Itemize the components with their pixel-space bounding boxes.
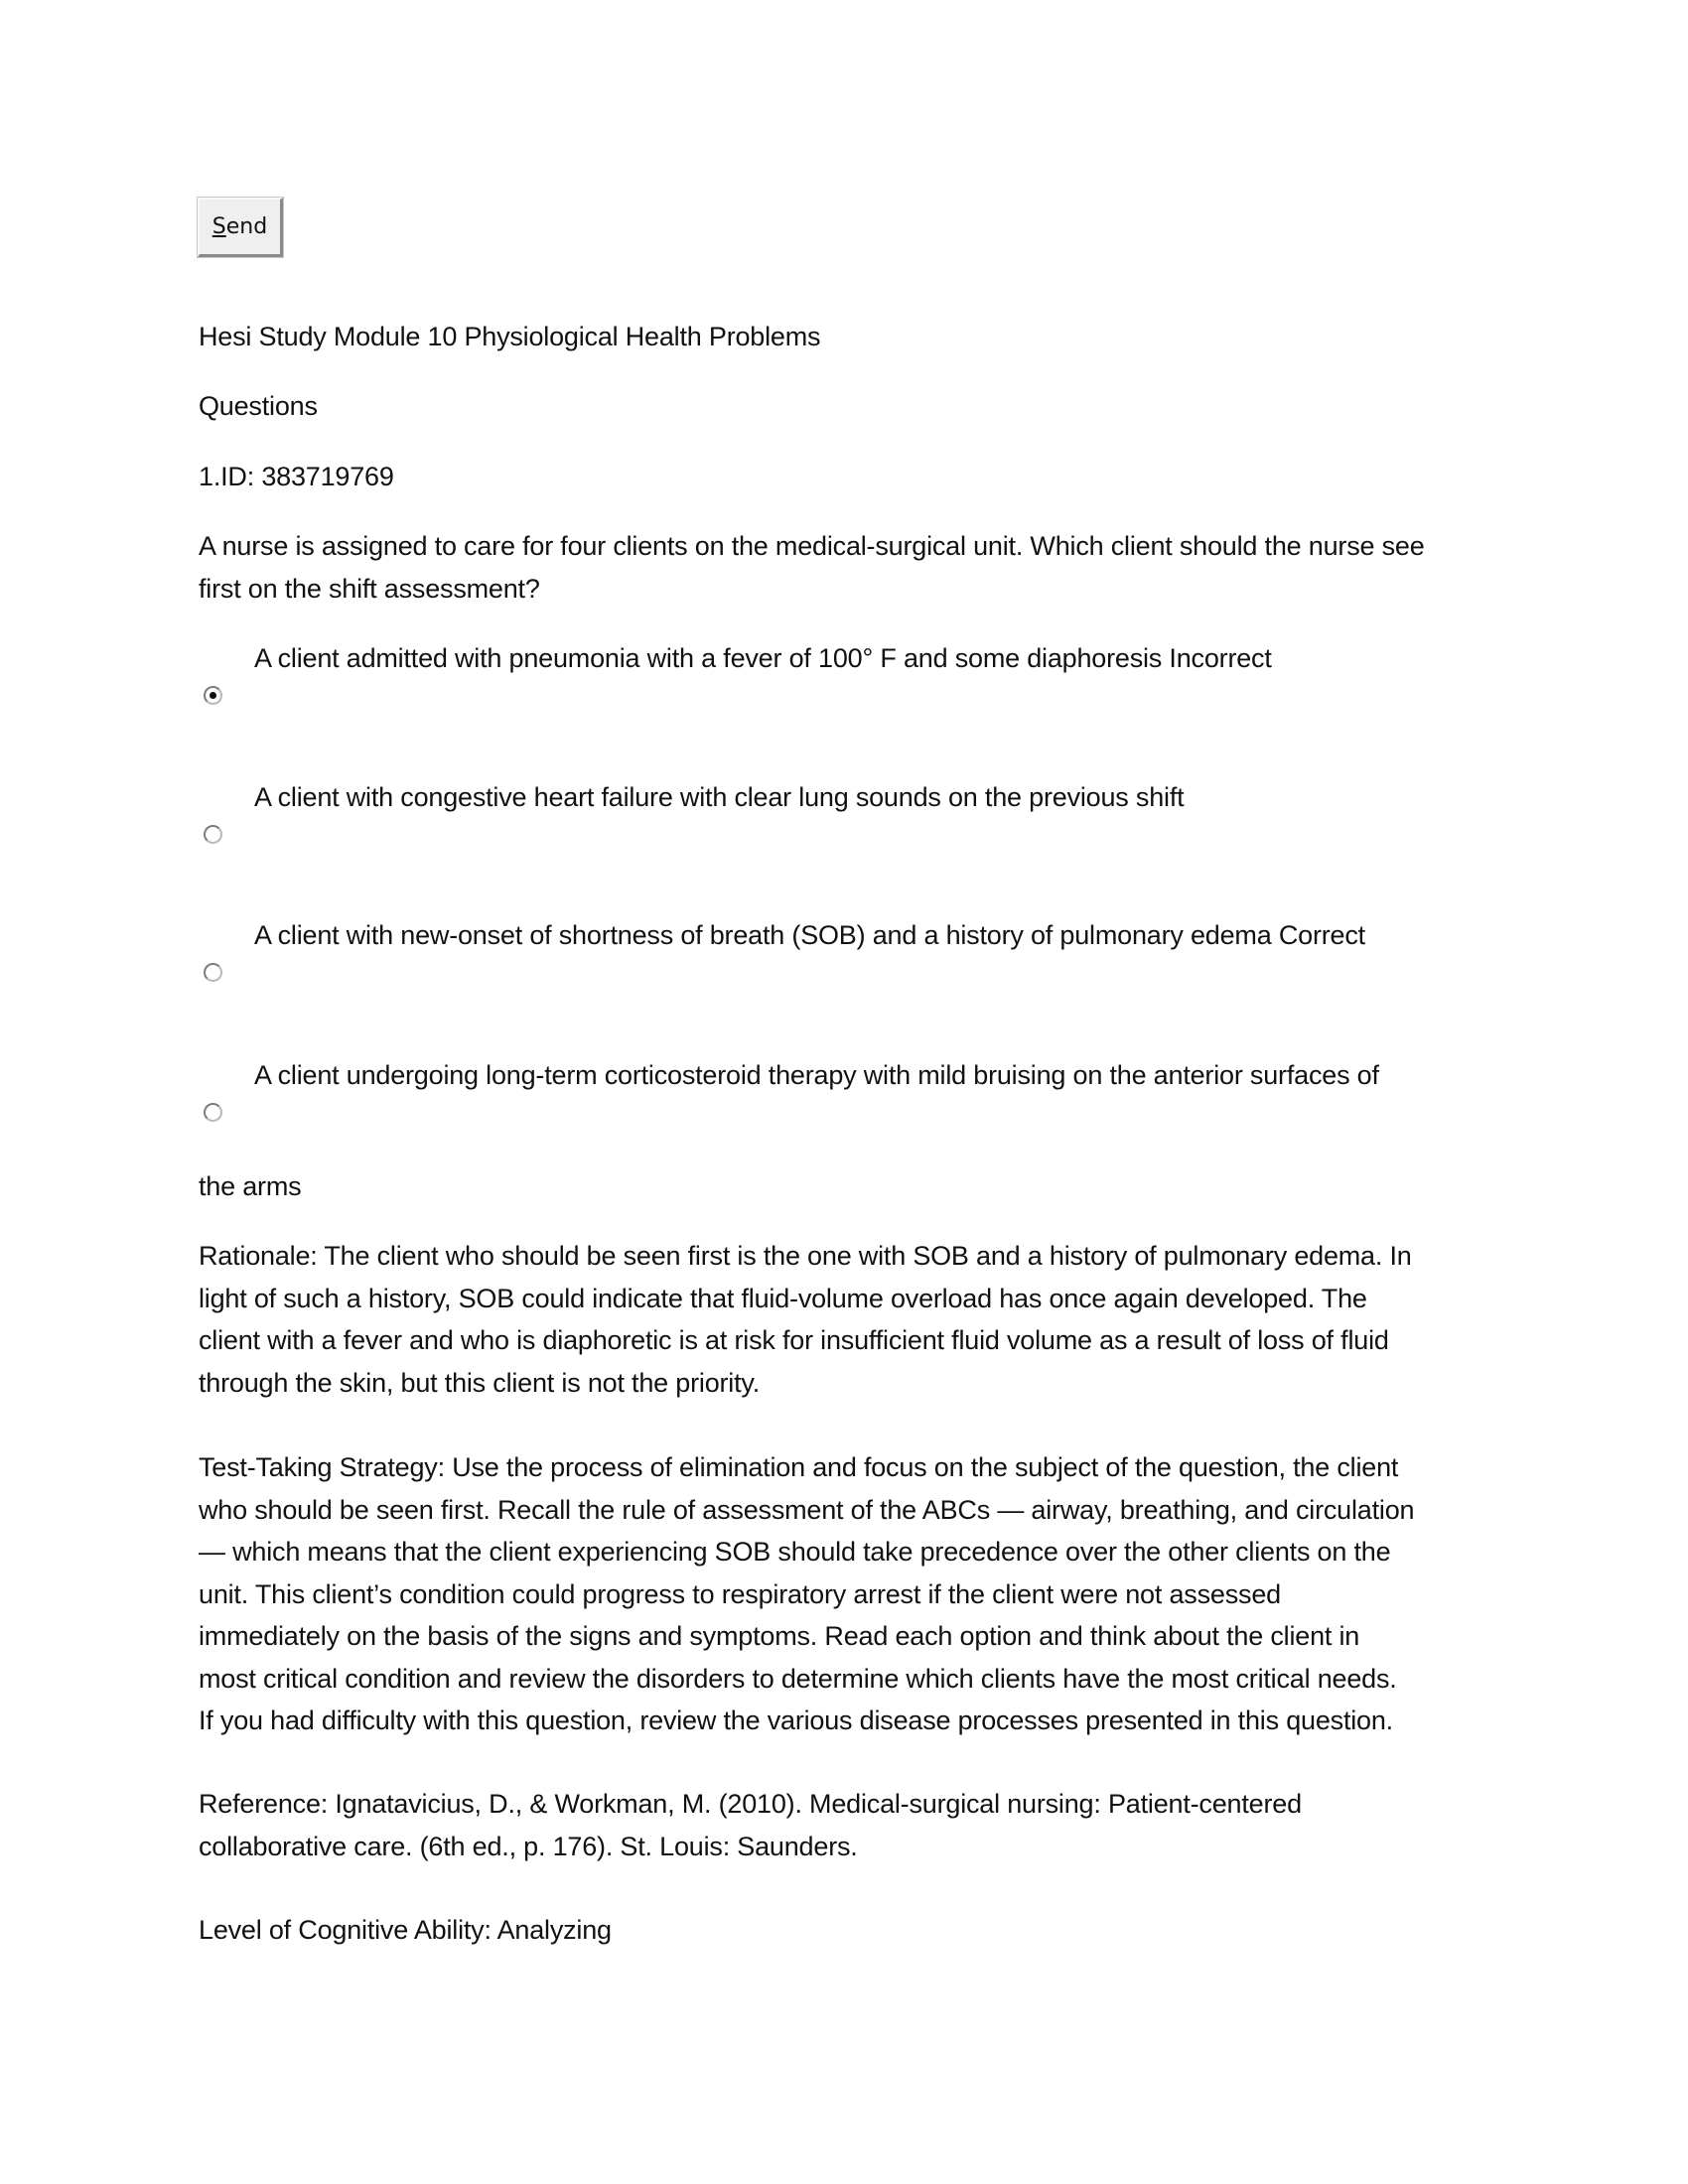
strategy-line: If you had difficulty with this question, review the various disease processes presented in this question. [199, 1706, 1393, 1735]
option-4-continuation: the arms [199, 1171, 302, 1201]
test-taking-strategy [199, 1446, 1509, 1742]
send-label: end [225, 214, 268, 239]
option-1-radio[interactable] [204, 686, 222, 705]
strategy-line: unit. This client’s condition could progress to respiratory arrest if the client were not assessed [199, 1578, 1281, 1609]
option-2-text: A client with congestive heart failure with clear lung sounds on the previous shift [254, 782, 1185, 812]
rationale [199, 1235, 1509, 1404]
option-2-radio[interactable] [204, 825, 222, 844]
strategy-line: Test-Taking Strategy: Use the process of elimination and focus on the subject of the question, the client [199, 1452, 1399, 1482]
question-line: A nurse is assigned to care for four clients on the medical-surgical unit. Which client should the nurse see [199, 531, 1425, 561]
option-3-text: A client with new-onset of shortness of breath (SOB) and a history of pulmonary edema Correct [254, 920, 1365, 950]
rationale-line: Rationale: The client who should be seen first is the one with SOB and a history of pulmonary edema. In [199, 1241, 1412, 1271]
section-heading: Questions [199, 391, 318, 421]
cognitive-level: Level of Cognitive Ability: Analyzing [199, 1915, 612, 1945]
send-button[interactable] [198, 198, 283, 257]
question-id: 1.ID: 383719769 [199, 462, 394, 491]
strategy-line: who should be seen first. Recall the rule of assessment of the ABCs — airway, breathing, and circulation [199, 1494, 1415, 1525]
rationale-line: through the skin, but this client is not the priority. [199, 1367, 760, 1398]
question-stem [199, 525, 1509, 610]
strategy-line: — which means that the client experiencing SOB should take precedence over the other clients on the [199, 1537, 1391, 1567]
option-3-radio[interactable] [204, 963, 222, 982]
document-title: Hesi Study Module 10 Physiological Health Problems [199, 322, 821, 351]
reference-line: Reference: Ignatavicius, D., & Workman, M. (2010). Medical-surgical nursing: Patient-centered [199, 1789, 1302, 1819]
option-4-text: A client undergoing long-term corticosteroid therapy with mild bruising on the anterior surfaces of [254, 1060, 1379, 1090]
reference [199, 1783, 1509, 1867]
reference-line: collaborative care. (6th ed., p. 176). St. Louis: Saunders. [199, 1831, 858, 1861]
question-line: first on the shift assessment? [199, 573, 540, 604]
option-1-text: A client admitted with pneumonia with a fever of 100° F and some diaphoresis Incorrect [254, 643, 1272, 673]
strategy-line: most critical condition and review the disorders to determine which clients have the most critical needs. [199, 1663, 1397, 1694]
send-accelerator: S [211, 214, 226, 239]
rationale-line: light of such a history, SOB could indicate that fluid-volume overload has once again developed. The [199, 1283, 1367, 1313]
strategy-line: immediately on the basis of the signs and symptoms. Read each option and think about the client in [199, 1621, 1360, 1651]
rationale-line: client with a fever and who is diaphoretic is at risk for insufficient fluid volume as a result of loss of fluid [199, 1325, 1389, 1355]
option-4-radio[interactable] [204, 1103, 222, 1122]
